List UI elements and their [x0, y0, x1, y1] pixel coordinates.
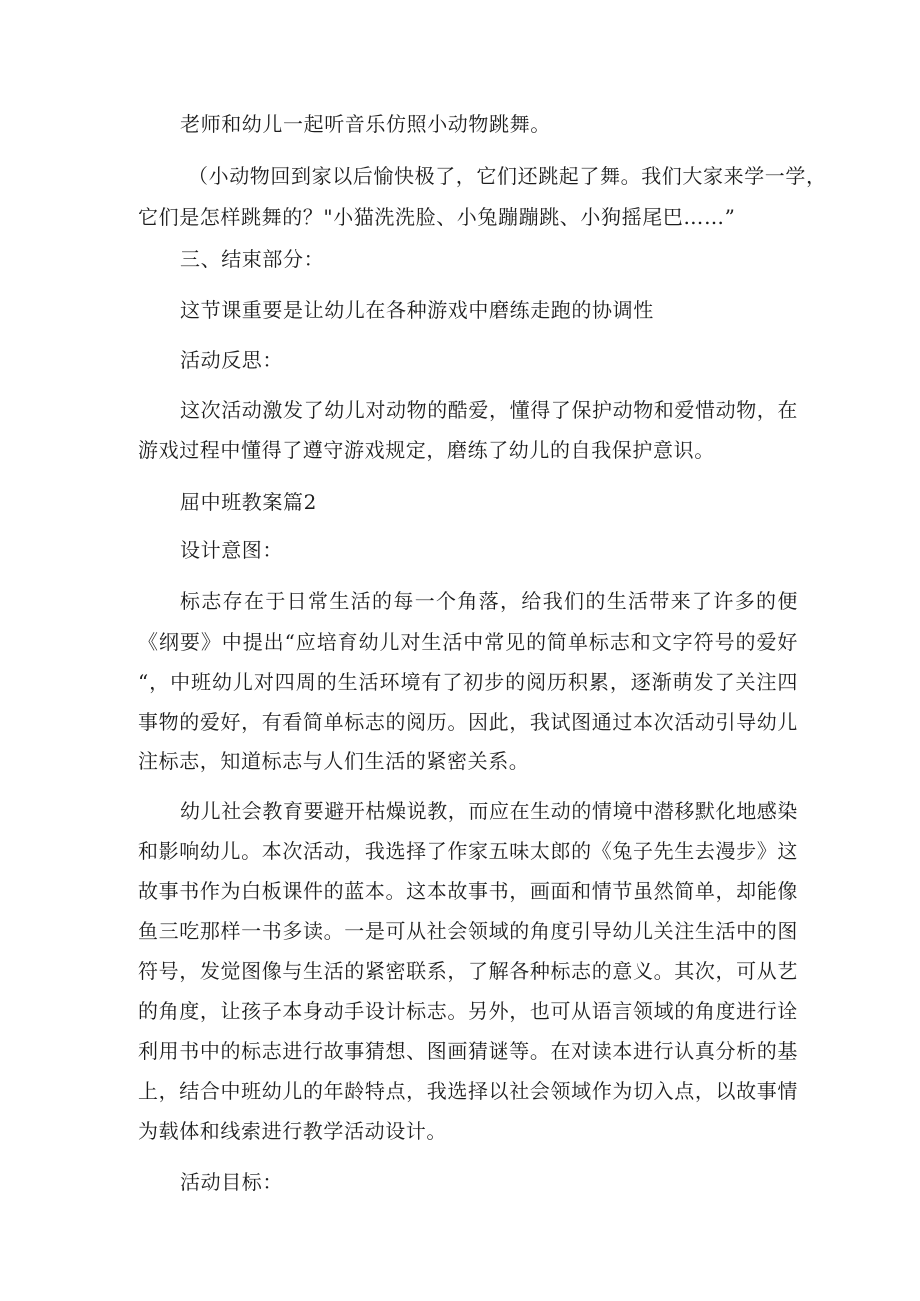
text-line: 事物的爱好，有看简单标志的阅历。因此，我试图通过本次活动引导幼儿	[138, 710, 798, 734]
text-line: 为载体和线索进行教学活动设计。	[138, 1119, 447, 1143]
text-line: 这节课重要是让幼儿在各种游戏中磨练走跑的协调性	[180, 298, 654, 322]
text-line: 老师和幼儿一起听音乐仿照小动物跳舞。	[180, 112, 551, 136]
lesson-title: 屈中班教案篇2	[180, 490, 317, 514]
text-line: 这次活动激发了幼儿对动物的酷爱，懂得了保护动物和爱惜动物，在	[180, 398, 798, 422]
text-line: （小动物回到家以后愉快极了，它们还跳起了舞。我们大家来学一学，	[188, 164, 827, 188]
text-line: 标志存在于日常生活的每一个角落，给我们的生活带来了许多的便	[180, 589, 798, 613]
section-heading: 活动目标：	[180, 1170, 283, 1194]
text-line: 注标志，知道标志与人们生活的紧密关系。	[138, 749, 530, 773]
text-line: 故事书作为白板课件的蓝本。这本故事书，画面和情节虽然简单，却能像	[138, 879, 798, 903]
text-line: 幼儿社会教育要避开枯燥说教，而应在生动的情境中潜移默化地感染	[180, 799, 798, 823]
text-line: 游戏过程中懂得了遵守游戏规定，磨练了幼儿的自我保护意识。	[138, 438, 715, 462]
text-line: 它们是怎样跳舞的？"小猫洗洗脸、小兔蹦蹦跳、小狗摇尾巴……”	[138, 205, 736, 229]
text-line: 利用书中的标志进行故事猜想、图画猜谜等。在对读本进行认真分析的基	[138, 1039, 798, 1063]
text-line: 《纲要》中提出“应培育幼儿对生活中常见的简单标志和文字符号的爱好	[138, 630, 798, 654]
text-line: 鱼三吃那样一书多读。一是可从社会领域的角度引导幼儿关注生活中的图	[138, 919, 798, 943]
text-line: 上，结合中班幼儿的年龄特点，我选择以社会领域作为切入点，以故事情	[138, 1079, 798, 1103]
text-line: 符号，发觉图像与生活的紧密联系，了解各种标志的意义。其次，可从艺	[138, 959, 798, 983]
text-line: 和影响幼儿。本次活动，我选择了作家五味太郎的《兔子先生去漫步》这	[138, 839, 798, 863]
section-heading: 三、结束部分：	[180, 247, 325, 271]
section-heading: 活动反思：	[180, 348, 283, 372]
section-heading: 设计意图：	[180, 538, 283, 562]
text-line: 的角度，让孩子本身动手设计标志。另外，也可从语言领域的角度进行诠	[138, 999, 798, 1023]
text-line: “，中班幼儿对四周的生活环境有了初步的阅历积累，逐渐萌发了关注四	[138, 670, 798, 694]
